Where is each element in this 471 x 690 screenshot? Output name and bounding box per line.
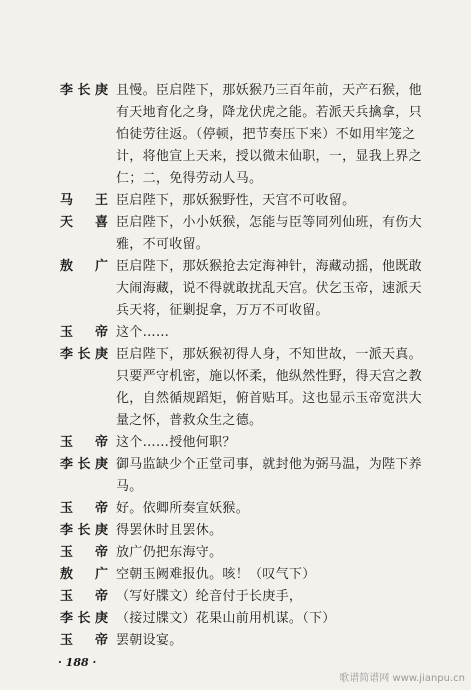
dialogue-entry [60, 454, 440, 498]
dialogue-entry [60, 212, 440, 256]
watermark: 歌谱简谱网 www.jianpu.cn [339, 673, 465, 684]
speaker-name: 李长庚 [60, 347, 108, 362]
dialogue-entry [60, 498, 440, 520]
dialogue-line: 化，自然循规蹈矩，俯首贴耳。这也显示玉帝宽洪大 [116, 391, 422, 406]
dialogue-line: 臣启陛下，那妖猴抢去定海神针，海藏动摇，他既敢 [116, 259, 422, 274]
dialogue-line: 量之怀，普救众生之德。 [116, 413, 263, 428]
dialogue-lines [116, 344, 440, 432]
dialogue-entry [60, 432, 440, 454]
dialogue-lines [116, 212, 440, 256]
dialogue-lines [116, 432, 440, 454]
dialogue-line: 有天地育化之身，降龙伏虎之能。若派天兵擒拿，只 [116, 105, 422, 120]
dialogue-line: 空朝玉阙难报仇。咳！（叹气下） [116, 567, 316, 582]
dialogue-line: （写好牒文）纶音付于长庚手， [116, 589, 303, 604]
dialogue-lines [116, 454, 440, 498]
dialogue-line: 兵天将，征剿捉拿，万万不可收留。 [116, 303, 329, 318]
dialogue-line: 放广仍把东海守。 [116, 545, 223, 560]
dialogue-line: 这个……授他何职？ [116, 435, 236, 450]
dialogue-entry [60, 190, 440, 212]
dialogue-line: 罢朝设宴。 [116, 633, 183, 648]
script-text [60, 80, 440, 652]
dialogue-line: 臣启陛下，小小妖猴，怎能与臣等同列仙班，有伤大 [116, 215, 422, 230]
dialogue-line: 臣启陛下，那妖猴初得人身，不知世故，一派天真。 [116, 347, 422, 362]
speaker-name: 敖广 [60, 567, 108, 582]
page-number: · 188 · [58, 656, 97, 669]
dialogue-lines [116, 586, 440, 608]
dialogue-lines [116, 520, 440, 542]
speaker-name: 玉帝 [60, 435, 108, 450]
speaker-name: 李长庚 [60, 457, 108, 472]
dialogue-lines [116, 322, 440, 344]
dialogue-entry [60, 520, 440, 542]
speaker-name: 玉帝 [60, 589, 108, 604]
dialogue-line: 这个…… [116, 325, 170, 340]
dialogue-entry [60, 542, 440, 564]
speaker-name: 玉帝 [60, 325, 108, 340]
dialogue-line: （接过牒文）花果山前用机谋。（下） [116, 611, 336, 626]
dialogue-lines [116, 630, 440, 652]
dialogue-line: 大闹海藏，说不得就敢扰乱天宫。伏乞玉帝，速派天 [116, 281, 422, 296]
dialogue-entry [60, 608, 440, 630]
dialogue-line: 只要严守机密，施以怀柔，他纵然性野，得天宫之教 [116, 369, 422, 384]
dialogue-entry [60, 630, 440, 652]
dialogue-line: 且慢。臣启陛下，那妖猴乃三百年前，天产石猴，他 [116, 83, 422, 98]
speaker-name: 天喜 [60, 215, 108, 230]
dialogue-lines [116, 80, 440, 190]
speaker-name: 李长庚 [60, 611, 108, 626]
dialogue-entry [60, 586, 440, 608]
dialogue-line: 臣启陛下，那妖猴野性，天宫不可收留。 [116, 193, 356, 208]
speaker-name: 玉帝 [60, 633, 108, 648]
dialogue-line: 雅，不可收留。 [116, 237, 210, 252]
speaker-name: 敖广 [60, 259, 108, 274]
dialogue-lines [116, 498, 440, 520]
dialogue-entry [60, 564, 440, 586]
dialogue-lines [116, 542, 440, 564]
dialogue-entry [60, 256, 440, 322]
dialogue-line: 得罢休时且罢休。 [116, 523, 223, 538]
dialogue-entry [60, 322, 440, 344]
dialogue-lines [116, 190, 440, 212]
dialogue-entry [60, 344, 440, 432]
dialogue-line: 仁；二，免得劳动人马。 [116, 171, 263, 186]
dialogue-line: 好。依卿所奏宣妖猴。 [116, 501, 250, 516]
speaker-name: 李长庚 [60, 83, 108, 98]
dialogue-lines [116, 256, 440, 322]
speaker-name: 玉帝 [60, 545, 108, 560]
dialogue-lines [116, 608, 440, 630]
dialogue-lines [116, 564, 440, 586]
speaker-name: 李长庚 [60, 523, 108, 538]
dialogue-line: 马。 [116, 479, 143, 494]
speaker-name: 玉帝 [60, 501, 108, 516]
dialogue-line: 怕徒劳往返。（停顿，把节奏压下来）不如用牢笼之 [116, 127, 416, 142]
speaker-name: 马王 [60, 193, 108, 208]
dialogue-line: 计，将他宣上天来，授以微末仙职，一，显我上界之 [116, 149, 422, 164]
dialogue-line: 御马监缺少个正堂司事，就封他为弼马温，为陛下养 [116, 457, 422, 472]
dialogue-entry [60, 80, 440, 190]
